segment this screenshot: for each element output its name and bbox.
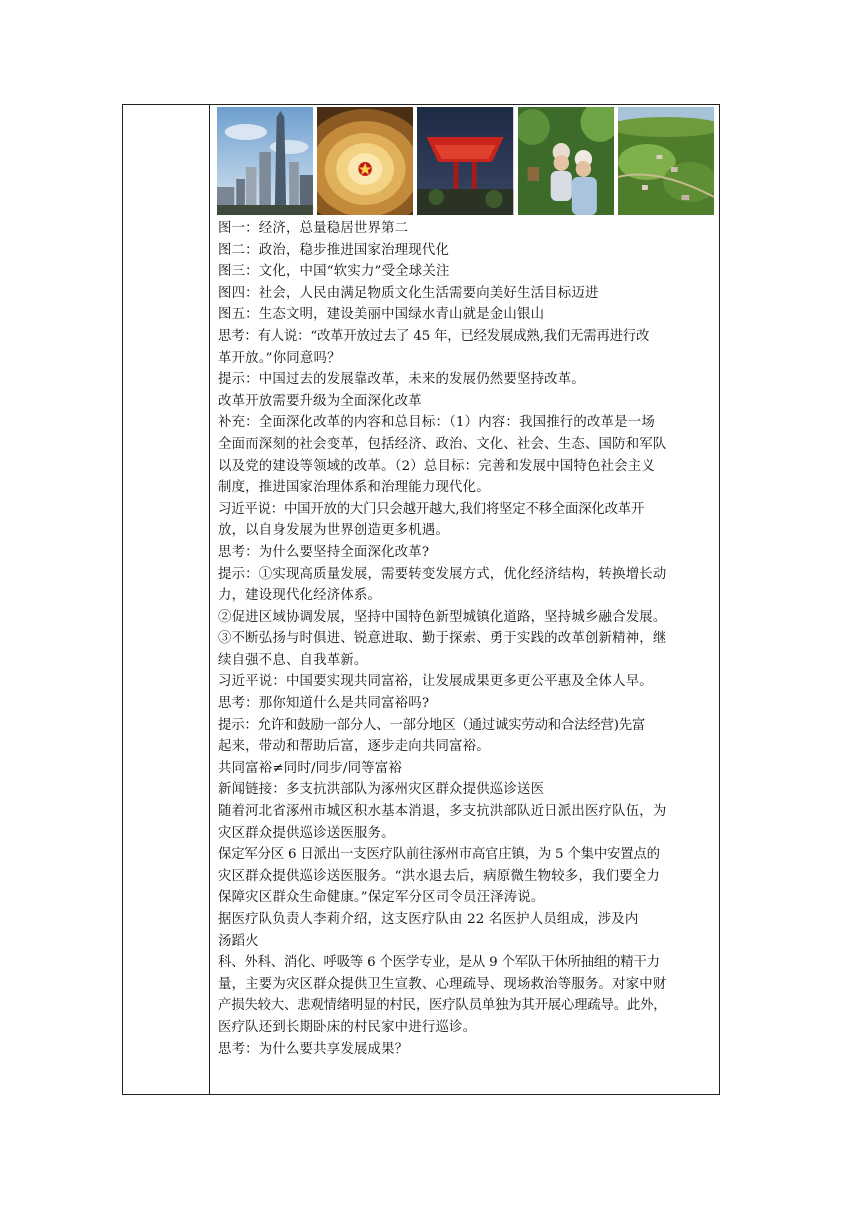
text-line: 医疗队还到长期卧床的村民家中进行巡诊。 xyxy=(218,1019,477,1035)
text-line: 习近平说：中国开放的大门只会越开越大,我们将坚定不移全面深化改革开 xyxy=(218,501,645,517)
text-line: ②促进区域协调发展，坚持中国特色新型城镇化道路，坚持城乡融合发展。 xyxy=(218,609,667,625)
text-line: 放，以自身发展为世界创造更多机遇。 xyxy=(218,523,450,539)
text-line: 量，主要为灾区群众提供卫生宣教、心理疏导、现场救治等服务。对家中财 xyxy=(218,976,667,992)
text-line: 思考：为什么要共享发展成果？ xyxy=(218,1041,409,1057)
great-hall-ceiling-image xyxy=(317,107,413,215)
text-line: 新闻链接：多支抗洪部队为涿州灾区群众提供巡诊送医 xyxy=(218,782,545,798)
text-line: 产损失较大、悲观情绪明显的村民，医疗队员单独为其开展心理疏导。此外， xyxy=(218,998,667,1014)
text-line: 提示：①实现高质量发展，需要转变发展方式，优化经济结构，转换增长动 xyxy=(218,566,667,582)
text-line: 思考：有人说：“改革开放过去了 45 年，已经发展成熟,我们无需再进行改 xyxy=(218,328,650,344)
text-line: 灾区群众提供巡诊送医服务。 xyxy=(218,825,395,841)
caption-culture: 图三：文化，中国“软实力”受全球关注 xyxy=(218,264,450,280)
text-line: 灾区群众提供巡诊送医服务。“洪水退去后，病原微生物较多，我们要全力 xyxy=(218,868,660,884)
elderly-couple-image xyxy=(518,107,614,215)
text-line: 制度，推进国家治理体系和治理能力现代化。 xyxy=(218,480,490,496)
caption-ecology: 图五：生态文明，建设美丽中国绿水青山就是金山银山 xyxy=(218,307,545,323)
china-pavilion-image xyxy=(417,107,513,215)
text-line: 以及党的建设等领域的改革。（2）总目标：完善和发展中国特色社会主义 xyxy=(218,458,655,474)
text-line: 保障灾区群众生命健康。”保定军分区司令员汪泽涛说。 xyxy=(218,890,545,906)
column-divider xyxy=(209,105,210,1094)
green-village-image xyxy=(618,107,714,215)
text-line: 力，建设现代化经济体系。 xyxy=(218,588,382,604)
text-line: 思考：为什么要坚持全面深化改革? xyxy=(218,544,430,560)
text-line: 提示：中国过去的发展靠改革，未来的发展仍然要坚持改革。 xyxy=(218,372,585,388)
caption-society: 图四：社会，人民由满足物质文化生活需要向美好生活目标迈进 xyxy=(218,285,599,301)
lesson-text xyxy=(218,218,714,1060)
text-line: 补充：全面深化改革的内容和总目标：（1）内容：我国推行的改革是一场 xyxy=(218,415,655,431)
text-line: 全面而深刻的社会变革，包括经济、政治、文化、社会、生态、国防和军队 xyxy=(218,436,667,452)
photo-strip xyxy=(217,107,714,215)
text-line: 共同富裕≠同时/同步/同等富裕 xyxy=(218,760,402,776)
lesson-table xyxy=(122,104,720,1095)
text-line: 改革开放需要升级为全面深化改革 xyxy=(218,393,422,409)
text-line: 思考：那你知道什么是共同富裕吗? xyxy=(218,696,430,712)
content-cell xyxy=(218,107,714,1060)
text-line: 革开放。”你同意吗？ xyxy=(218,350,341,366)
caption-economy: 图一：经济，总量稳居世界第二 xyxy=(218,221,409,236)
text-line: 随着河北省涿州市城区积水基本消退，多支抗洪部队近日派出医疗队伍，为 xyxy=(218,804,667,820)
text-line: 汤蹈火 xyxy=(218,933,259,949)
text-line: 续自强不息、自我革新。 xyxy=(218,652,368,668)
text-line: 习近平说：中国要实现共同富裕，让发展成果更多更公平惠及全体人早。 xyxy=(218,674,653,690)
text-line: ③不断弘扬与时俱进、锐意进取、勤于探索、勇于实践的改革创新精神，继 xyxy=(218,631,667,647)
text-line: 科、外科、消化、呼吸等 6 个医学专业，是从 9 个军队干休所抽组的精干力 xyxy=(218,955,660,971)
text-line: 据医疗队负责人李莉介绍，这支医疗队由 22 名医护人员组成，涉及内 xyxy=(218,912,639,927)
text-line: 保定军分区 6 日派出一支医疗队前往涿州市高官庄镇，为 5 个集中安置点的 xyxy=(218,847,660,863)
caption-politics: 图二：政治，稳步推进国家治理现代化 xyxy=(218,242,450,258)
city-skyline-image xyxy=(217,107,313,215)
text-line: 提示：允许和鼓励一部分人、一部分地区（通过诚实劳动和合法经营)先富 xyxy=(218,717,646,733)
text-line: 起来，带动和帮助后富，逐步走向共同富裕。 xyxy=(218,739,490,755)
